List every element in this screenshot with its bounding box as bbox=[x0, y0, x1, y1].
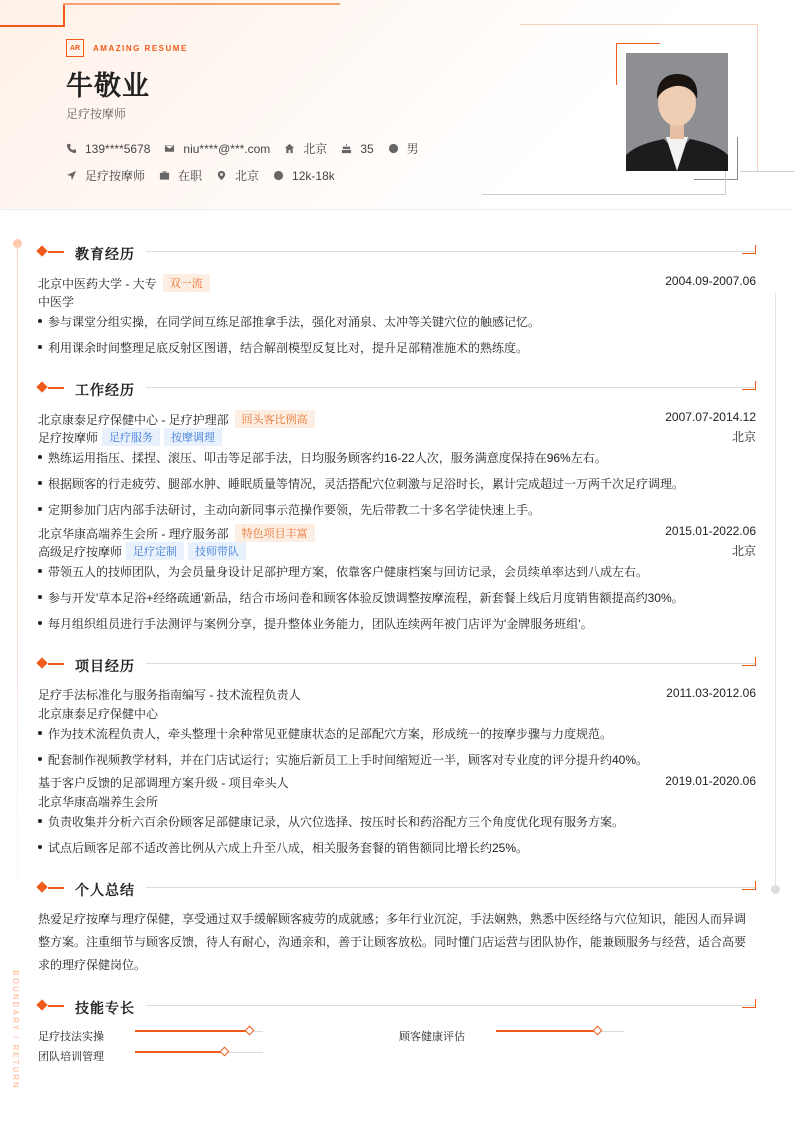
skill-bar bbox=[135, 1052, 263, 1053]
work-bullet: 定期参加门店内部手法研讨，主动向新同事示范操作要领，先后带教二十多名学徒快速上手。 bbox=[38, 501, 756, 518]
skill-name: 团队培训管理 bbox=[38, 1051, 104, 1063]
section-rule bbox=[146, 663, 756, 664]
age-text: 35 bbox=[360, 141, 374, 156]
location-pin-icon bbox=[216, 170, 227, 181]
candidate-title: 足疗按摩师 bbox=[66, 107, 127, 121]
section-skills bbox=[38, 998, 756, 1014]
section-title: 教育经历 bbox=[75, 246, 135, 262]
project-bullet: 试点后顾客足部不适改善比例从六成上升至八成，相关服务套餐的销售额同比增长约25%。 bbox=[38, 839, 756, 856]
email-text: niu****@***.com bbox=[183, 141, 271, 156]
project-name: 基于客户反馈的足部调理方案升级 - 项目牵头人 bbox=[38, 776, 289, 790]
section-title: 技能专长 bbox=[75, 1000, 135, 1016]
resume-header bbox=[0, 0, 794, 210]
skill-fill bbox=[496, 1030, 598, 1032]
work-bullet: 每月组织组员进行手法测评与案例分享，提升整体业务能力，团队连续两年被门店评为'金牌服务班组'。 bbox=[38, 615, 756, 632]
section-dash bbox=[48, 1005, 64, 1007]
diamond-icon bbox=[36, 881, 47, 892]
summary-text: 热爱足疗按摩与理疗保健，享受通过双手缓解顾客疲劳的成就感；多年行业沉淀，手法娴熟，熟悉中医经络与穴位知识，能因人而异调整方案。注重细节与顾客反馈，待人有耐心，沟通亲和，善于让顾客放松。同时懂门店运营与团队协作，能兼顾服务与经营，适合高要求的理疗保健岗位。 bbox=[38, 912, 747, 972]
project-entry bbox=[38, 686, 756, 703]
section-end-mark bbox=[742, 657, 756, 666]
mail-icon bbox=[164, 143, 175, 154]
skill-knob bbox=[219, 1047, 229, 1057]
role-text: 足疗按摩师 bbox=[38, 430, 99, 445]
section-dash bbox=[48, 387, 64, 389]
company-line: 北京华康高端养生会所 - 理疗服务部 bbox=[38, 526, 229, 541]
section-summary bbox=[38, 880, 756, 896]
home-icon bbox=[284, 143, 295, 154]
diamond-icon bbox=[36, 999, 47, 1010]
education-entry bbox=[38, 274, 756, 292]
role-tag: 按摩调理 bbox=[164, 428, 222, 446]
section-education bbox=[38, 244, 756, 260]
brand-text: AMAZING RESUME bbox=[93, 43, 188, 53]
city-info bbox=[284, 140, 327, 157]
role-tag: 技师带队 bbox=[188, 542, 246, 560]
intent-row bbox=[66, 167, 349, 184]
education-major bbox=[38, 293, 756, 310]
project-org-text: 北京康泰足疗保健中心 bbox=[38, 707, 159, 721]
project-bullet: 配套制作视频教学材料，并在门店试运行；实施后新员工上手时间缩短近一半，顾客对专业度的评分提升约40%。 bbox=[38, 751, 756, 768]
coin-icon bbox=[273, 170, 284, 181]
project-bullet: 作为技术流程负责人，牵头整理十余种常见亚健康状态的足部配穴方案，形成统一的按摩步骤与力度规范。 bbox=[38, 725, 756, 742]
right-rail bbox=[775, 293, 776, 885]
decor-line bbox=[725, 170, 726, 195]
project-org bbox=[38, 705, 756, 722]
section-end-mark bbox=[742, 381, 756, 390]
salary-text: 12k-18k bbox=[292, 168, 335, 183]
city-text: 北京 bbox=[303, 142, 328, 156]
diamond-icon bbox=[36, 657, 47, 668]
project-date: 2011.03-2012.06 bbox=[666, 686, 756, 700]
status-info bbox=[159, 167, 202, 184]
skill-knob bbox=[593, 1026, 603, 1036]
age-info bbox=[341, 142, 373, 156]
work-entry bbox=[38, 410, 756, 428]
section-dash bbox=[48, 251, 64, 253]
skill-name: 足疗技法实操 bbox=[38, 1031, 104, 1043]
work-bullet: 带领五人的技师团队，为会员量身设计足部护理方案，依靠客户健康档案与回访记录，会员续单率达到八成左右。 bbox=[38, 563, 756, 580]
work-role bbox=[38, 428, 756, 446]
decor-line bbox=[63, 4, 65, 27]
role-tag: 足疗定制 bbox=[126, 542, 184, 560]
project-date: 2019.01-2020.06 bbox=[665, 774, 756, 788]
skill-bar bbox=[135, 1031, 263, 1032]
company-line: 北京康泰足疗保健中心 - 足疗护理部 bbox=[38, 412, 229, 427]
diamond-icon bbox=[36, 245, 47, 256]
location-text: 北京 bbox=[235, 169, 260, 183]
project-org-text: 北京华康高端养生会所 bbox=[38, 795, 159, 809]
school-line: 北京中医药大学 - 大专 bbox=[38, 276, 157, 291]
section-project bbox=[38, 656, 756, 672]
major-text: 中医学 bbox=[38, 295, 75, 309]
section-end-mark bbox=[742, 881, 756, 890]
work-entry bbox=[38, 524, 756, 542]
decor-line bbox=[63, 3, 340, 5]
work-bullet: 根据顾客的行走疲劳、腿部水肿、睡眠质量等情况，灵活搭配穴位刺激与足浴时长，累计完成超过一万两千次足疗调理。 bbox=[38, 475, 756, 492]
briefcase-icon bbox=[159, 170, 170, 181]
section-dash bbox=[48, 663, 64, 665]
skill-bar bbox=[496, 1031, 624, 1032]
job-text: 足疗按摩师 bbox=[85, 169, 146, 183]
candidate-name: 牛敬业 bbox=[66, 71, 150, 101]
gender-text: 男 bbox=[406, 142, 419, 156]
work-date: 2015.01-2022.06 bbox=[665, 524, 756, 538]
work-location: 北京 bbox=[731, 430, 756, 444]
brand bbox=[66, 39, 188, 57]
diamond-icon bbox=[36, 381, 47, 392]
section-title: 项目经历 bbox=[75, 658, 135, 674]
phone-icon bbox=[66, 143, 77, 154]
project-name: 足疗手法标准化与服务指南编写 - 技术流程负责人 bbox=[38, 688, 301, 702]
education-bullet: 参与课堂分组实操，在同学间互练足部推拿手法，强化对涌泉、太冲等关键穴位的触感记忆。 bbox=[38, 313, 756, 330]
work-bullet: 参与开发'草本足浴+经络疏通'新品，结合市场问卷和顾客体验反馈调整按摩流程，新套餐上线后月度销售额提高约30%。 bbox=[38, 589, 756, 606]
contact-row bbox=[66, 140, 433, 157]
section-dash bbox=[48, 887, 64, 889]
education-date: 2004.09-2007.06 bbox=[665, 274, 756, 288]
section-title: 个人总结 bbox=[75, 882, 135, 898]
right-rail-dot bbox=[771, 885, 780, 894]
work-role bbox=[38, 542, 756, 560]
section-end-mark bbox=[742, 245, 756, 254]
education-bullet: 利用课余时间整理足底反射区图谱，结合解剖模型反复比对，提升足部精准施术的熟练度。 bbox=[38, 339, 756, 356]
section-rule bbox=[146, 387, 756, 388]
profile-photo bbox=[626, 53, 728, 171]
side-vertical-text: BOUNDARY / RETURN bbox=[11, 970, 20, 1090]
project-bullet: 负责收集并分析六百余份顾客足部健康记录，从穴位选择、按压时长和药浴配方三个角度优化现有服务方案。 bbox=[38, 813, 756, 830]
company-tag: 特色项目丰富 bbox=[235, 524, 315, 542]
section-rule bbox=[146, 251, 756, 252]
decor-line bbox=[740, 171, 794, 172]
user-icon bbox=[388, 143, 399, 154]
phone-info bbox=[66, 142, 150, 156]
section-work bbox=[38, 380, 756, 396]
section-end-mark bbox=[742, 999, 756, 1008]
status-text: 在职 bbox=[178, 169, 203, 183]
decor-line bbox=[0, 25, 64, 27]
cake-icon bbox=[341, 143, 352, 154]
location-info bbox=[216, 167, 259, 184]
skill-knob bbox=[245, 1026, 255, 1036]
work-bullet: 熟练运用指压、揉捏、滚压、叩击等足部手法，日均服务顾客约16-22人次，服务满意度保持在96%左右。 bbox=[38, 449, 756, 466]
skill-fill bbox=[135, 1030, 250, 1032]
brand-logo: AR bbox=[66, 39, 84, 57]
skill-name: 顾客健康评估 bbox=[399, 1031, 465, 1043]
section-title: 工作经历 bbox=[75, 382, 135, 398]
work-date: 2007.07-2014.12 bbox=[665, 410, 756, 424]
role-text: 高级足疗按摩师 bbox=[38, 544, 123, 559]
project-entry bbox=[38, 774, 756, 791]
section-rule bbox=[146, 1005, 756, 1006]
project-org bbox=[38, 793, 756, 810]
section-rule bbox=[146, 887, 756, 888]
decor-line bbox=[482, 194, 726, 195]
work-location: 北京 bbox=[731, 544, 756, 558]
school-tag: 双一流 bbox=[163, 274, 210, 292]
email-info bbox=[164, 142, 270, 156]
skill-fill bbox=[135, 1051, 225, 1053]
send-icon bbox=[66, 170, 77, 181]
salary-info bbox=[273, 169, 335, 183]
role-tag: 足疗服务 bbox=[102, 428, 160, 446]
phone-text: 139****5678 bbox=[85, 141, 151, 156]
timeline-line bbox=[17, 244, 18, 944]
company-tag: 回头客比例高 bbox=[235, 410, 315, 428]
gender-info bbox=[388, 140, 419, 157]
job-intent bbox=[66, 167, 145, 184]
